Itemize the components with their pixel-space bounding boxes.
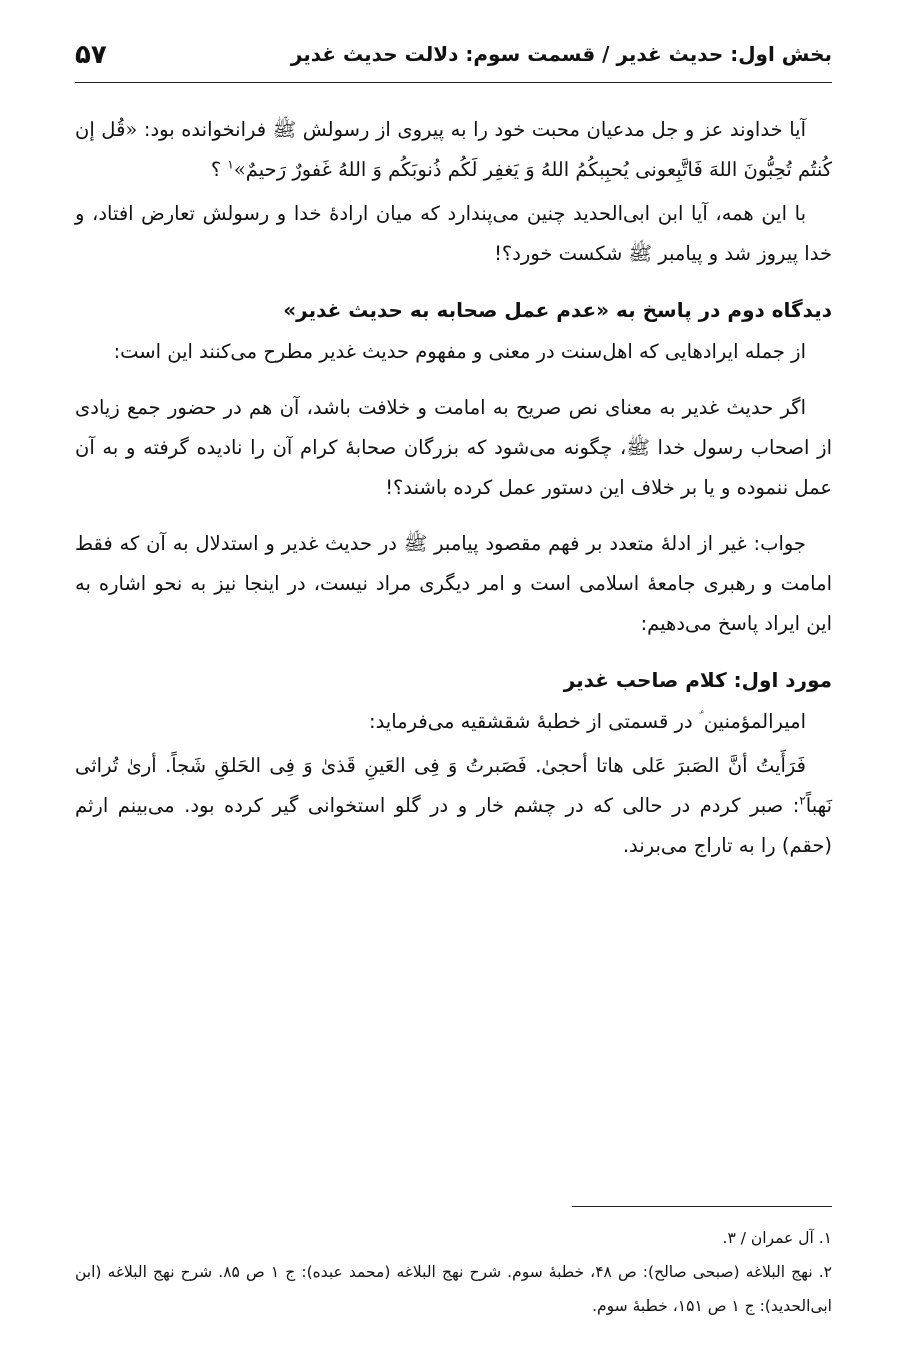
paragraph-6: امیرالمؤمنین ؑ در قسمتی از خطبهٔ شقشقیه می‌فرماید: — [369, 710, 806, 733]
body-text — [75, 110, 832, 882]
footnotes — [75, 1206, 832, 1323]
footnote-ref-1: ۱ — [227, 157, 234, 172]
footnote-divider — [572, 1206, 832, 1207]
paragraph-1-end: ؟ — [210, 158, 228, 181]
paragraph-1 — [75, 110, 832, 190]
sermon-quote: فَرَأَيتُ أنَّ الصَبرَ عَلى هاتا أحجىٰ. فَصَبرتُ وَ فِی العَينِ قَذىٰ وَ فِی الحَلقِ شَجاً. أرىٰ تُراثی نَهباً — [75, 754, 832, 817]
section-heading-2: مورد اول: کلام صاحب غدیر — [563, 668, 832, 692]
footnote-1: ۱. آل عمران / ۳. — [722, 1229, 832, 1247]
page-number: ۵۷ — [75, 40, 107, 70]
paragraph-5: جواب: غیر از ادلهٔ متعدد بر فهم مقصود پیامبر ﷺ در حدیث غدیر و استدلال به آن که فقط امامت و رهبری جامعهٔ اسلامی است و امر دیگری مراد نیست، در اینجا نیز به نحو اشاره به این ایراد پاسخ می‌دهیم: — [75, 532, 832, 635]
paragraph-1-text: آیا خداوند عز و جل مدعیان محبت خود را به پیروی از رسولش ﷺ فرانخوانده بود: — [137, 118, 806, 141]
paragraph-2: با این همه، آیا ابن ابی‌الحدید چنین می‌پندارد که میان ارادهٔ خدا و رسولش تعارض افتاد، و خدا پیروز شد و پیامبر ﷺ شکست خورد؟! — [75, 202, 832, 265]
paragraph-7 — [75, 746, 832, 866]
header-title: بخش اول: حدیث غدیر / قسمت سوم: دلالت حدیث غدیر — [290, 42, 832, 66]
paragraph-7-text: : صبر کردم در حالی که در چشم خار و در گلو استخوانی گیر کرده بود. می‌بینم ارثم (حقم) را به تاراج می‌برند. — [75, 794, 832, 857]
quran-quote: «قُل إن كُنتُم تُحِبُّونَ اللهَ فَاتَّبِعونی يُحبِبكُمُ اللهُ وَ يَغفِر لَكُم ذُنوبَكُم وَ اللهُ غَفورٌ رَحيمٌ» — [75, 118, 832, 181]
footnote-ref-2: ۲ — [799, 793, 806, 808]
book-page — [75, 0, 832, 1366]
section-heading-1: دیدگاه دوم در پاسخ به «عدم عمل صحابه به حدیث غدیر» — [283, 298, 832, 322]
footnote-2: ۲. نهج البلاغه (صبحی صالح): ص ۴۸، خطبهٔ سوم. شرح نهج البلاغه (محمد عبده): ج ۱ ص ۸۵. شرح نهج البلاغه (ابن ابی‌الحدید): ج ۱ ص ۱۵۱، خطبهٔ سوم. — [75, 1263, 832, 1315]
running-header — [75, 40, 832, 83]
paragraph-4: اگر حدیث غدیر به معنای نص صریح به امامت و خلافت باشد، آن هم در حضور جمع زیادی از اصحاب رسول خدا ﷺ، چگونه می‌شود که بزرگان صحابهٔ کرام آن را نادیده گرفته و به آن عمل ننموده و یا بر خلاف این دستور عمل کرده باشند؟! — [75, 396, 832, 499]
paragraph-3: از جمله ایرادهایی که اهل‌سنت در معنی و مفهوم حدیث غدیر مطرح می‌کنند این است: — [113, 340, 806, 363]
